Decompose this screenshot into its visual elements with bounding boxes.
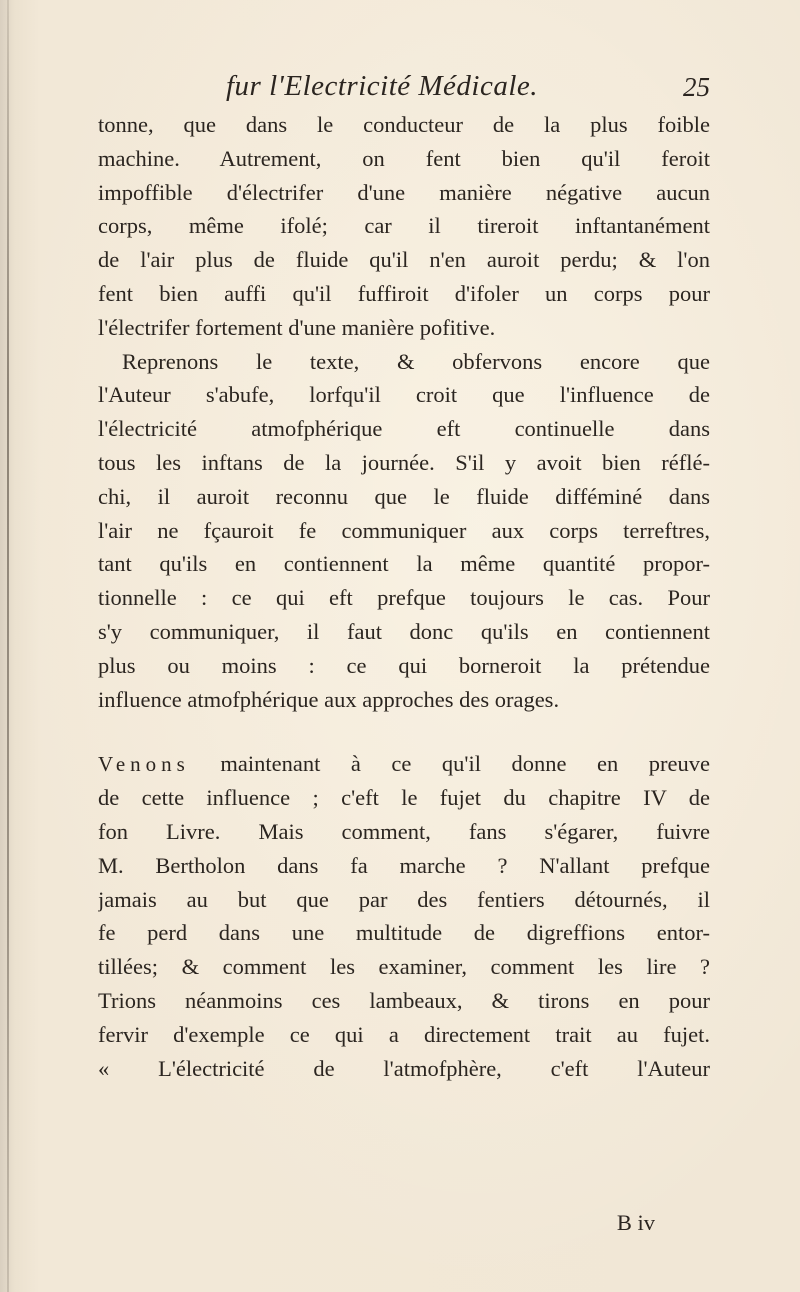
text-line: de l'air plus de fluide qu'il n'en auroit perdu; & l'on: [98, 247, 710, 273]
text-line: l'électrifer fortement d'une manière pofitive.: [98, 314, 496, 340]
text-line-rest: maintenant à ce qu'il donne en preuve: [189, 751, 710, 777]
running-head: [98, 70, 710, 110]
text-line: l'air ne fçauroit fe communiquer aux corps terreftres,: [98, 517, 710, 543]
text-line: fent bien auffi qu'il fuffiroit d'ifoler un corps pour: [98, 280, 710, 306]
text-line: impoffible d'électrifer d'une manière négative aucun: [98, 179, 710, 205]
text-line: tillées; & comment les examiner, comment les lire ?: [98, 954, 710, 980]
text-line: tant qu'ils en contiennent la même quantité propor-: [98, 551, 710, 577]
signature-mark: B iv: [616, 1210, 655, 1235]
text-line: tonne, que dans le conducteur de la plus foible: [98, 112, 710, 137]
text-line: chi, il auroit reconnu que le fluide difféminé dans: [98, 483, 710, 509]
text-line: influence atmofphérique aux approches des orages.: [98, 686, 560, 712]
binding-gutter: [7, 0, 9, 1292]
text-line: M. Bertholon dans fa marche ? N'allant prefque: [98, 852, 710, 878]
text-line: jamais au but que par des fentiers détournés, il: [98, 886, 710, 912]
text-line: fon Livre. Mais comment, fans s'égarer, fuivre: [98, 818, 710, 844]
paragraph-gap: [98, 716, 710, 747]
text-line: « L'électricité de l'atmofphère, c'eft l'Auteur: [98, 1055, 710, 1081]
text-line: tous les inftans de la journée. S'il y avoit bien réflé-: [98, 449, 710, 475]
text-line: Reprenons le texte, & obfervons encore que: [122, 348, 710, 374]
text-line: corps, même ifolé; car il tireroit inftantanément: [98, 213, 710, 239]
text-line: tionnelle : ce qui eft prefque toujours le cas. Pour: [98, 585, 710, 611]
page-number: 25: [683, 72, 710, 102]
text-line: l'Auteur s'abufe, lorfqu'il croit que l'influence de: [98, 382, 710, 408]
text-line: plus ou moins : ce qui borneroit la prétendue: [98, 652, 710, 678]
text-line: de cette influence ; c'eft le fujet du chapitre IV de: [98, 785, 710, 811]
text-line: s'y communiquer, il faut donc qu'ils en contiennent: [98, 618, 710, 644]
text-line: Trions néanmoins ces lambeaux, & tirons en pour: [98, 987, 710, 1013]
body-text: [98, 108, 710, 1085]
small-caps-opening-word: Venons: [98, 752, 190, 777]
text-line: fe perd dans une multitude de digreffions entor-: [98, 920, 710, 946]
text-line: [98, 747, 710, 781]
text-line: fervir d'exemple ce qui a directement trait au fujet.: [98, 1021, 710, 1047]
running-head-title: fur l'Electricité Médicale.: [226, 70, 539, 102]
text-line: l'électricité atmofphérique eft continuelle dans: [98, 416, 710, 442]
text-line: machine. Autrement, on fent bien qu'il feroit: [98, 145, 710, 171]
